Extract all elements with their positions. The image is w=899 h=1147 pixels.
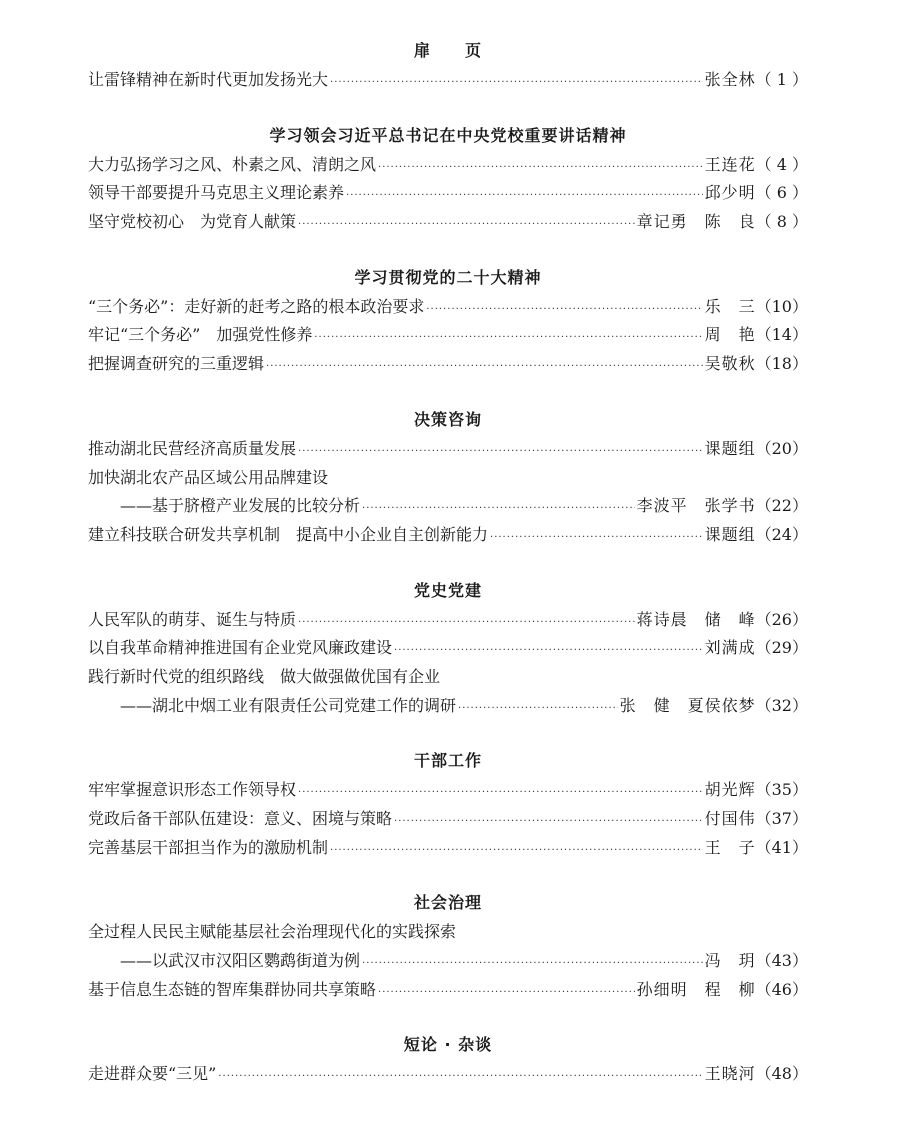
section-title: 扉 页	[413, 41, 482, 60]
toc-entry[interactable]	[88, 66, 808, 95]
section-commentary	[88, 1030, 808, 1089]
section-title: 短论 · 杂谈	[403, 1035, 493, 1055]
toc-entry[interactable]	[88, 918, 808, 947]
entry-author: 张全林	[704, 70, 756, 89]
entry-title: 牢记“三个务必” 加强党性修养	[88, 325, 313, 345]
toc-entry[interactable]	[88, 208, 808, 237]
dot-leader	[218, 1063, 702, 1092]
section-20th-congress	[88, 263, 808, 379]
entry-title: 让雷锋精神在新时代更加发扬光大	[88, 70, 329, 89]
toc-entry[interactable]	[88, 1060, 808, 1089]
entry-title: 加快湖北农产品区域公用品牌建设	[88, 467, 329, 487]
section-frontispiece	[88, 36, 808, 95]
section-xi-speech	[88, 121, 808, 237]
entry-author: 张 健 夏侯依梦	[619, 695, 756, 715]
entry-author: 课题组	[704, 438, 756, 458]
entry-page: （43）	[755, 951, 808, 971]
toc-entry[interactable]	[88, 634, 808, 663]
toc-entry[interactable]	[88, 350, 808, 379]
toc-entry[interactable]	[88, 834, 808, 863]
dot-leader	[298, 438, 703, 467]
entry-author: 邱少明	[704, 183, 756, 203]
entry-title: 基于信息生态链的智库集群协同共享策略	[88, 979, 377, 999]
toc-entry-subtitle[interactable]	[88, 947, 808, 976]
toc-entry[interactable]	[88, 976, 808, 1005]
entry-page: （46）	[755, 979, 808, 999]
entry-title: 领导干部要提升马克思主义理论素养	[88, 183, 345, 203]
entry-author: 王连花	[704, 154, 756, 174]
entry-author: 周 艳	[704, 325, 756, 345]
entry-author: 课题组	[704, 524, 756, 544]
entry-title: 推动湖北民营经济高质量发展	[88, 438, 297, 458]
toc-entry[interactable]	[88, 805, 808, 834]
section-title: 决策咨询	[413, 409, 482, 429]
entry-author: 胡光辉	[704, 780, 756, 800]
entry-author: 吴敬秋	[704, 354, 756, 374]
entry-title: 坚守党校初心 为党育人献策	[88, 212, 297, 232]
dot-leader	[378, 979, 635, 1008]
entry-page: （14）	[755, 325, 808, 345]
toc-entry[interactable]	[88, 435, 808, 464]
dot-leader	[362, 950, 703, 979]
entry-title: 牢牢掌握意识形态工作领导权	[88, 780, 297, 800]
entry-subtitle: ——湖北中烟工业有限责任公司党建工作的调研	[120, 695, 457, 715]
entry-page: （32）	[755, 695, 808, 715]
dot-leader	[298, 779, 703, 808]
entry-title: 把握调查研究的三重逻辑	[88, 354, 265, 374]
dot-leader	[314, 324, 702, 353]
toc-entry-subtitle[interactable]	[88, 692, 808, 721]
toc-entry[interactable]	[88, 464, 808, 493]
dot-leader	[266, 353, 703, 382]
dot-leader	[426, 296, 702, 325]
entry-page: （24）	[755, 524, 808, 544]
entry-page: （20）	[755, 438, 808, 458]
entry-page: （18）	[755, 354, 808, 374]
entry-author: 李波平 张学书	[636, 496, 756, 516]
toc-entry[interactable]	[88, 606, 808, 635]
toc-entry-subtitle[interactable]	[88, 492, 808, 521]
dot-leader	[394, 637, 703, 666]
dot-leader	[298, 609, 635, 638]
section-title: 学习贯彻党的二十大精神	[354, 267, 542, 287]
entry-page: （ 8 ）	[755, 212, 808, 232]
entry-page: （26）	[755, 609, 808, 629]
section-title: 学习领会习近平总书记在中央党校重要讲话精神	[269, 125, 627, 145]
dot-leader	[458, 695, 618, 724]
table-of-contents	[88, 36, 808, 1089]
entry-title: 人民军队的萌芽、诞生与特质	[88, 609, 297, 629]
section-title: 社会治理	[413, 893, 482, 913]
dot-leader	[362, 495, 635, 524]
section-title: 党史党建	[413, 580, 482, 600]
dot-leader	[490, 524, 703, 553]
entry-author: 王 子	[704, 837, 756, 857]
section-policy-consulting	[88, 405, 808, 550]
dot-leader	[394, 808, 703, 837]
section-cadre-work	[88, 746, 808, 862]
entry-page: （41）	[755, 837, 808, 857]
entry-author: 王晓河	[704, 1064, 756, 1084]
toc-entry[interactable]	[88, 293, 808, 322]
entry-subtitle: ——基于脐橙产业发展的比较分析	[120, 496, 361, 516]
entry-author: 乐 三	[704, 296, 756, 316]
entry-page: （29）	[755, 638, 808, 658]
entry-title: 走进群众要“三见”	[88, 1064, 217, 1084]
entry-title: 完善基层干部担当作为的激励机制	[88, 837, 329, 857]
entry-author: 冯 玥	[704, 951, 756, 971]
entry-author: 章记勇 陈 良	[636, 212, 756, 232]
toc-entry[interactable]	[88, 521, 808, 550]
entry-title: 大力弘扬学习之风、朴素之风、清朗之风	[88, 154, 377, 174]
entry-title: 党政后备干部队伍建设：意义、困境与策略	[88, 809, 393, 828]
entry-author: 孙细明 程 柳	[636, 979, 756, 999]
entry-title: “三个务必”：走好新的赶考之路的根本政治要求	[88, 296, 425, 316]
entry-page: （ 6 ）	[755, 183, 808, 203]
toc-entry[interactable]	[88, 663, 808, 692]
entry-author: 刘满成	[704, 638, 756, 658]
toc-entry[interactable]	[88, 776, 808, 805]
section-social-governance	[88, 888, 808, 1004]
entry-title: 全过程人民民主赋能基层社会治理现代化的实践探索	[88, 922, 457, 942]
entry-page: （37）	[755, 809, 808, 828]
dot-leader	[298, 211, 635, 240]
dot-leader	[378, 154, 703, 183]
entry-title: 以自我革命精神推进国有企业党风廉政建设	[88, 638, 393, 658]
entry-title: 践行新时代党的组织路线 做大做强做优国有企业	[88, 666, 441, 686]
toc-entry[interactable]	[88, 321, 808, 350]
section-party-history	[88, 576, 808, 721]
entry-page: （48）	[755, 1064, 808, 1084]
entry-page: （ 4 ）	[755, 154, 808, 174]
entry-author: 付国伟	[704, 809, 756, 828]
entry-author: 蒋诗晨 储 峰	[636, 609, 756, 629]
entry-page: （35）	[755, 780, 808, 800]
dot-leader	[330, 837, 703, 866]
entry-page: （10）	[755, 296, 808, 316]
toc-entry[interactable]	[88, 179, 808, 208]
toc-entry[interactable]	[88, 151, 808, 180]
entry-page: （ 1 ）	[755, 70, 808, 89]
dot-leader	[346, 182, 703, 211]
entry-page: （22）	[755, 496, 808, 516]
section-title: 干部工作	[413, 751, 482, 771]
entry-subtitle: ——以武汉市汉阳区鹦鹉街道为例	[120, 951, 361, 971]
dot-leader	[330, 69, 703, 98]
entry-title: 建立科技联合研发共享机制 提高中小企业自主创新能力	[88, 524, 489, 544]
